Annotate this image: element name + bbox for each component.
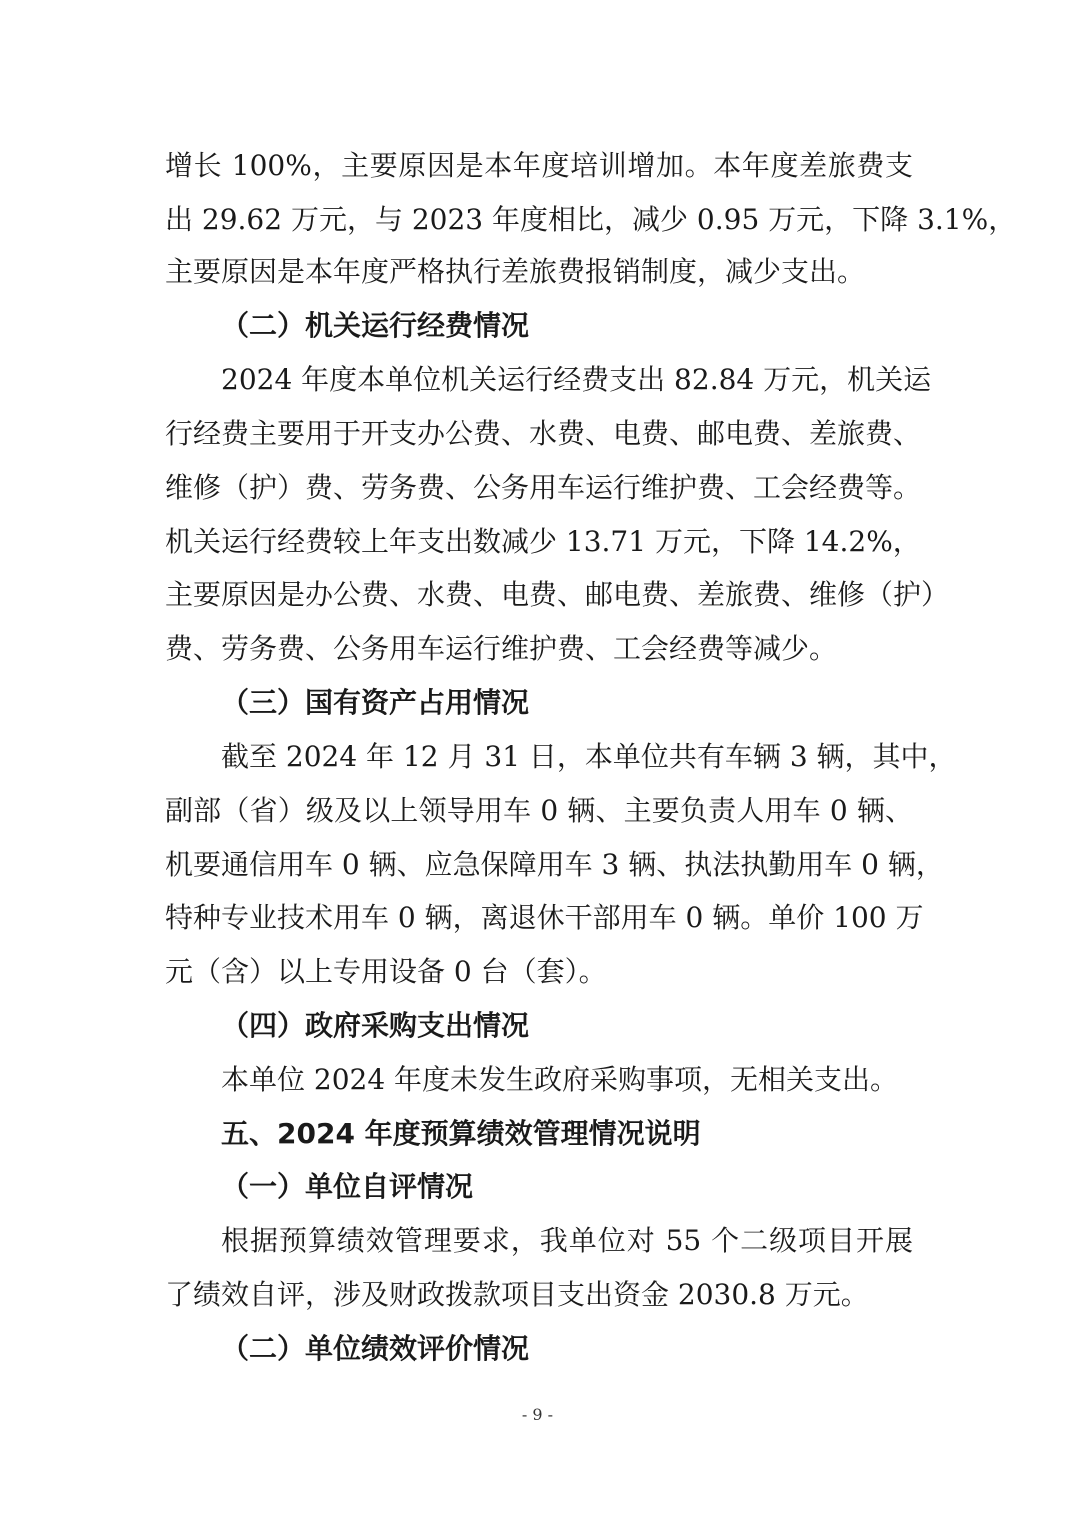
text-line: 了绩效自评，涉及财政拨款项目支出资金 2030.8 万元。 [165, 1278, 869, 1311]
text-line: 本单位 2024 年度未发生政府采购事项，无相关支出。 [221, 1063, 899, 1096]
text-line: 主要原因是办公费、水费、电费、邮电费、差旅费、维修（护） [165, 578, 950, 611]
text-line: 行经费主要用于开支办公费、水费、电费、邮电费、差旅费、 [165, 417, 922, 450]
text-line: 主要原因是本年度严格执行差旅费报销制度，减少支出。 [165, 255, 866, 288]
text-line: 元（含）以上专用设备 0 台（套）。 [165, 955, 607, 988]
text-line: 特种专业技术用车 0 辆，离退休干部用车 0 辆。单价 100 万 [165, 901, 924, 934]
chapter-heading-performance: 五、2024 年度预算绩效管理情况说明 [221, 1117, 701, 1150]
text-line: 费、劳务费、公务用车运行维护费、工会经费等减少。 [165, 632, 838, 665]
text-line: 出 29.62 万元，与 2023 年度相比，减少 0.95 万元，下降 3.1%， [165, 203, 1017, 236]
section-heading-state-assets: （三）国有资产占用情况 [221, 686, 530, 719]
text-line: 截至 2024 年 12 月 31 日，本单位共有车辆 3 辆，其中， [221, 740, 957, 773]
page-number: - 9 - [521, 1405, 554, 1424]
text-line: 维修（护）费、劳务费、公务用车运行维护费、工会经费等。 [165, 471, 922, 504]
text-line: 增长 100%，主要原因是本年度培训增加。本年度差旅费支 [165, 149, 913, 182]
section-heading-performance-evaluation: （二）单位绩效评价情况 [221, 1332, 530, 1365]
text-line: 机要通信用车 0 辆、应急保障用车 3 辆、执法执勤用车 0 辆， [165, 848, 944, 881]
text-line: 副部（省）级及以上领导用车 0 辆、主要负责人用车 0 辆、 [165, 794, 913, 827]
text-line: 根据预算绩效管理要求，我单位对 55 个二级项目开展 [221, 1224, 913, 1257]
section-heading-self-evaluation: （一）单位自评情况 [221, 1170, 474, 1203]
text-line: 2024 年度本单位机关运行经费支出 82.84 万元，机关运 [221, 363, 932, 396]
text-line: 机关运行经费较上年支出数减少 13.71 万元，下降 14.2%， [165, 525, 921, 558]
section-heading-operating-funds: （二）机关运行经费情况 [221, 309, 530, 342]
section-heading-procurement: （四）政府采购支出情况 [221, 1009, 530, 1042]
